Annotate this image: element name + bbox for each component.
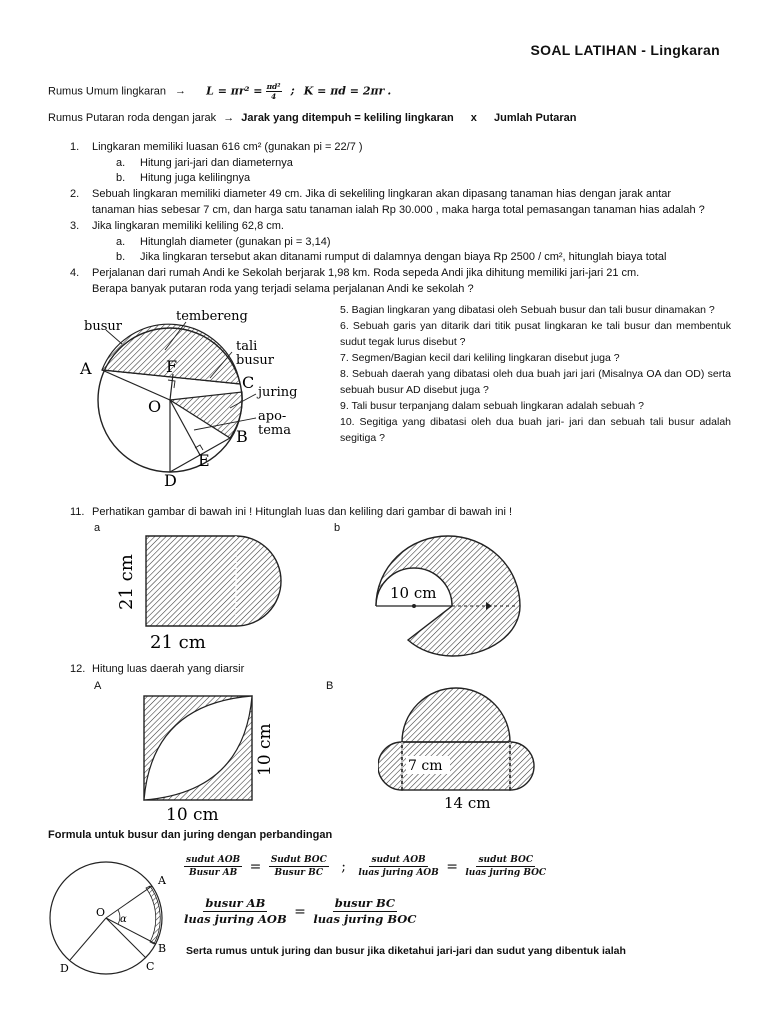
question-12: 12. Hitung luas daerah yang diarsir [70,663,245,675]
point-a-label: A [80,359,92,378]
ratio-formula-title: Formula untuk busur dan juring dengan perbandingan [48,829,333,841]
q11-label-b: b [334,522,341,534]
question-6: 6. Sebuah garis yan ditarik dari titik pusat lingkaran ke tali busur dan membentuk sudut tegak lurus disebut ? [340,320,731,348]
tali-busur-label-2: busur [236,353,274,368]
ratio-formula-row-2: busur AB luas juring AOB = busur BC luas juring BOC [184,896,417,926]
circle-parts-diagram [70,300,320,490]
question-4: 4. Perjalanan dari rumah Andi ke Sekolah berjarak 1,98 km. Roda sepeda Andi jika dihitung memiliki jari-jari 21 cm. [70,267,640,279]
q11b-label: 10 cm [390,584,437,602]
formula-wheel: Rumus Putaran roda dengan jarak → Jarak yang ditempuh = keliling lingkaran x Jumlah Putaran [48,112,577,124]
arrow-icon: → [175,85,187,98]
juring-label: juring [258,385,298,400]
q11a-side-label: 21 cm [116,554,137,610]
question-10: 10. Segitiga yang dibatasi oleh dua buah jari- jari dan sebuah tali busur adalah segitiga ? [340,416,731,444]
closing-text: Serta rumus untuk juring dan busur jika diketahui jari-jari dan sudut yang dibentuk ialah [186,945,626,957]
point-o-label: O [148,397,162,416]
big-semicircle [402,688,510,742]
area-fraction: $\frac{\text{πd²}}{4}$ [266,82,281,101]
formula-general: Rumus Umum lingkaran → L = πr² = $\frac{\text{πd²}}{4}$ ; K = πd = 2πr . [48,82,392,101]
sector-shape [170,392,242,438]
question-5: 5. Bagian lingkaran yang dibatasi oleh Sebuah busur dan tali busur dinamakan ? [340,304,715,316]
q11-figure-b [368,530,528,660]
left-semicircle [378,742,402,790]
radius-od [70,918,106,960]
point-b-label: B [158,942,167,955]
point-a-label: A [158,874,166,887]
circumference-formula: K = πd = 2πr [303,84,385,98]
question-2: 2. Sebuah lingkaran memiliki diameter 49 cm. Jika di sekeliling lingkaran akan dipasang tanaman hias dengan jarak antar [70,188,672,200]
small-circle-diagram [46,860,186,980]
radius-ob [106,918,156,944]
apotema-label: apo- [258,409,287,424]
question-3a: a. Hitunglah diameter (gunakan pi = 3,14) [116,236,331,248]
q12a-side-label: 10 cm [255,723,275,776]
point-e-label: E [198,451,210,470]
apothem-of [170,374,173,400]
point-c-label: C [146,960,155,973]
question-3: 3. Jika lingkaran memiliki keliling 62,8 cm. [70,220,284,232]
question-3b: b. Jika lingkaran tersebut akan ditanami rumput di dalamnya dengan biaya Rp 2500 / cm², hitunglah biaya total [116,251,667,263]
q11a-bottom-label: 21 cm [150,632,206,650]
arrow-icon: → [223,112,235,124]
right-semicircle [510,742,534,790]
question-4-cont: Berapa banyak putaran roda yang terjadi selama perjalanan Andi ke sekolah ? [92,283,474,295]
point-d-label: D [60,962,69,975]
angle-alpha-label: α [120,914,127,925]
formula-general-label: Rumus Umum lingkaran [48,85,166,98]
area-formula: L = πr² = [206,84,263,98]
question-11: 11. Perhatikan gambar di bawah ini ! Hitunglah luas dan keliling dari gambar di bawah ini ! [70,506,513,518]
question-1b: b. Hitung juga kelilingnya [116,172,251,184]
q12b-inner-label: 7 cm [408,758,443,774]
apotema-label-2: tema [258,423,291,438]
q12b-bottom-label: 14 cm [444,794,491,812]
point-o-label: O [96,906,106,919]
point-c-label: C [242,373,255,392]
tali-busur-label: tali [236,339,258,354]
rect-semicircle-shape [146,536,281,626]
tembereng-label: tembereng [176,309,248,324]
busur-label: busur [84,319,122,334]
q12a-bottom-label: 10 cm [166,805,219,822]
question-8: 8. Sebuah daerah yang dibatasi oleh dua buah jari jari (Misalnya OA dan OD) serta sebuah busur AD disebut juga ? [340,368,731,396]
question-1a: a. Hitung jari-jari dan diameternya [116,157,293,169]
q12-label-a: A [94,680,102,692]
question-1: 1. Lingkaran memiliki luasan 616 cm² (gunakan pi = 22/7 ) [70,141,363,153]
center-dot [412,604,416,608]
q12-label-b: B [326,680,334,692]
question-7: 7. Segmen/Bagian kecil dari keliling lingkaran disebut juga ? [340,352,620,364]
question-list [70,140,740,298]
ratio-formula-row-1: sudut AOB Busur AB = Sudut BOC Busur BC ; sudut AOB luas juring AOB = sudut BOC luas juring BOC [186,855,547,878]
question-2-cont: tanaman hias sebesar 7 cm, dan harga satu tanaman ialah Rp 30.000 , maka harga total pemasangan tanaman hias adalah ? [92,204,705,216]
question-9: 9. Tali busur terpanjang dalam sebuah lingkaran adalah sebuah ? [340,400,644,412]
q12-figure-b [378,684,548,814]
q11-label-a: a [94,522,101,534]
point-f-label: F [166,357,178,376]
right-question-list [316,302,731,446]
point-b-label: B [236,427,248,446]
page-title: SOAL LATIHAN - Lingkaran [530,42,720,58]
point-d-label: D [164,471,177,490]
q11-figure-a [110,530,300,650]
radius-oa [106,886,152,918]
q12-figure-a [140,692,280,822]
arc-ab-highlight [146,886,160,944]
